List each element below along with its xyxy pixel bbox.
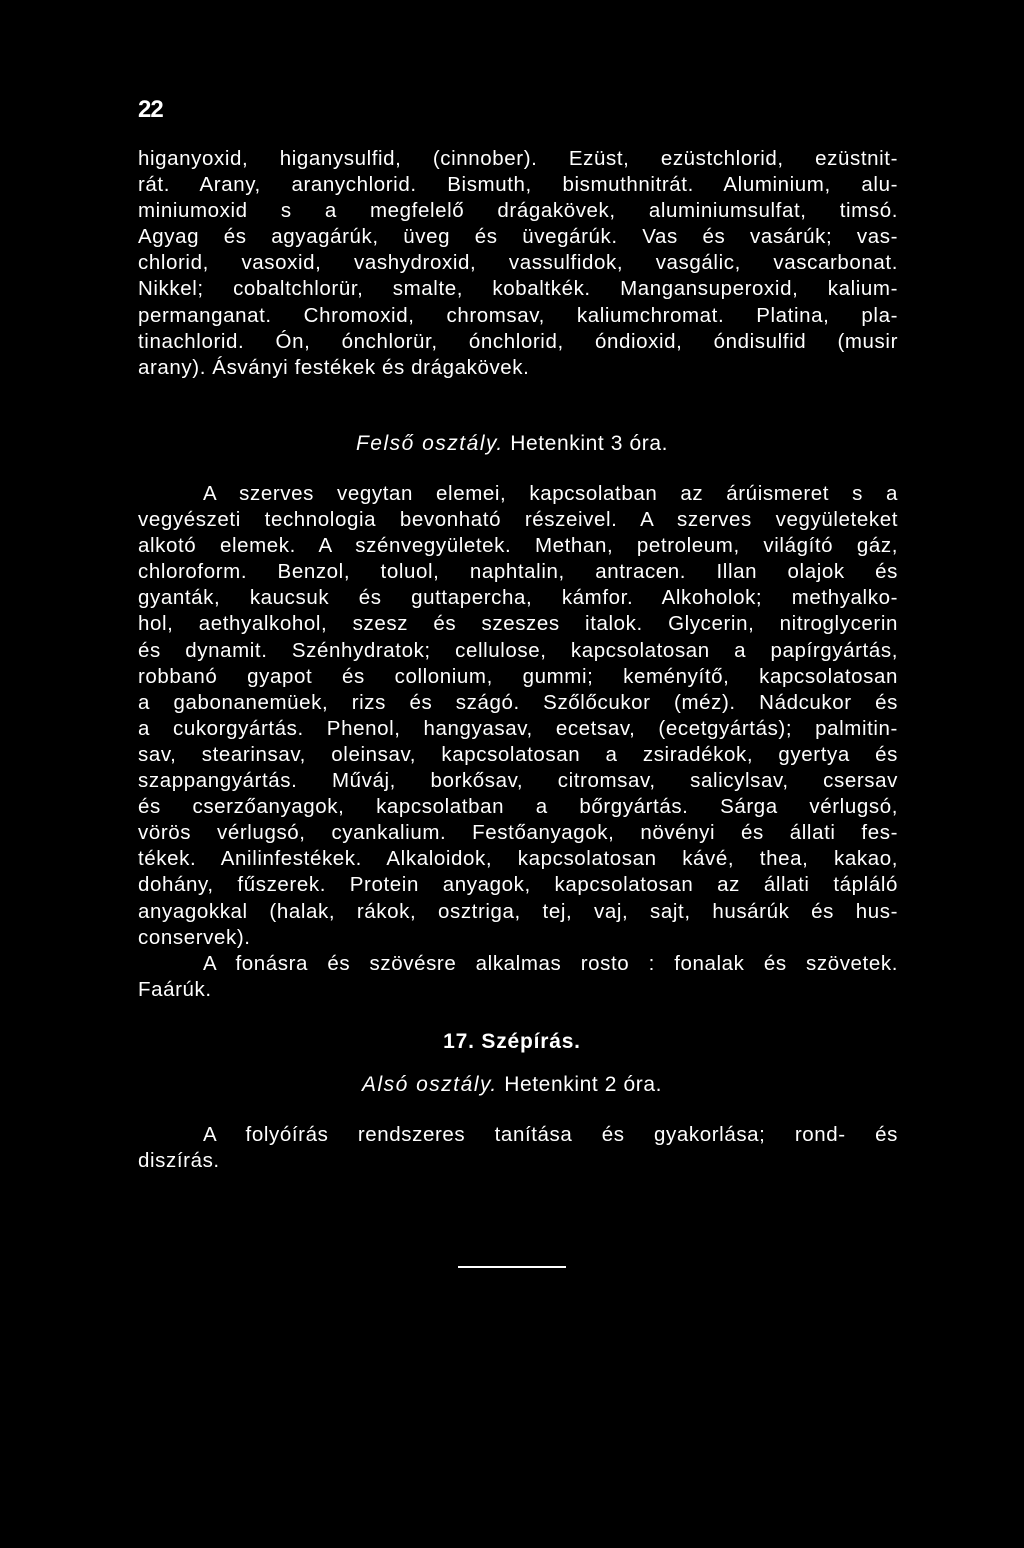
- class-heading-label: Alsó osztály.: [361, 1073, 498, 1096]
- text-line: higanyoxid, higanysulfid, (cinnober). Ezüst, ezüstchlorid, ezüstnit-: [138, 147, 898, 170]
- text-line: a gabonanemüek, rizs és szágó. Szőlőcukor (méz). Nádcukor és: [138, 690, 898, 714]
- paragraph-handwriting: [138, 1122, 898, 1174]
- section-title: 17. Szépírás.: [443, 1030, 581, 1053]
- class-heading-hours: Hetenkint 2 óra.: [497, 1073, 663, 1096]
- text-line: A szerves vegytan elemei, kapcsolatban az árúismeret s a: [203, 482, 898, 505]
- text-line: robbanó gyapot és collonium, gummi; keményítő, kapcsolatosan: [138, 664, 898, 688]
- text-line: tinachlorid. Ón, ónchlorür, ónchlorid, óndioxid, óndisulfid (musir: [138, 329, 898, 353]
- class-heading-hours: Hetenkint 3 óra.: [503, 432, 669, 455]
- text-line: a cukorgyártás. Phenol, hangyasav, ecetsav, (ecetgyártás); palmitin-: [138, 716, 898, 740]
- text-line: és dynamit. Szénhydratok; cellulose, kapcsolatosan a papírgyártás,: [138, 638, 898, 662]
- text-line: alkotó elemek. A szénvegyületek. Methan, petroleum, világító gáz,: [138, 534, 898, 558]
- text-line: conservek).: [138, 925, 251, 949]
- text-line: A folyóírás rendszeres tanítása és gyakorlása; rond- és: [203, 1123, 898, 1146]
- text-line: anyagokkal (halak, rákok, osztriga, tej, vaj, sajt, husárúk és hus-: [138, 899, 898, 923]
- class-heading-label: Felső osztály.: [355, 432, 504, 455]
- text-line: gyanták, kaucsuk és guttapercha, kámfor. Alkoholok; methyalko-: [138, 586, 898, 610]
- text-line: hol, aethyalkohol, szesz és szeszes italok. Glycerin, nitroglycerin: [138, 612, 898, 636]
- text-line: és cserzőanyagok, kapcsolatban a bőrgyártás. Sárga vérlugsó,: [138, 795, 898, 819]
- text-line: rát. Arany, aranychlorid. Bismuth, bismuthnitrát. Aluminium, alu-: [138, 173, 898, 197]
- page-number: 22: [138, 96, 163, 123]
- text-line: miniumoxid s a megfelelő drágakövek, aluminiumsulfat, timsó.: [138, 199, 898, 223]
- class-heading-lower: [0, 1073, 1024, 1097]
- text-line: permanganat. Chromoxid, chromsav, kaliumchromat. Platina, pla-: [138, 303, 898, 327]
- paragraph-organic-chemistry: [138, 481, 898, 1003]
- text-line: sav, stearinsav, oleinsav, kapcsolatosan a zsiradékok, gyertya és: [138, 742, 898, 766]
- text-line: vörös vérlugsó, cyankalium. Festőanyagok, növényi és állati fes-: [138, 821, 898, 845]
- class-heading-upper: [0, 432, 1024, 456]
- text-line: Nikkel; cobaltchlorür, smalte, kobaltkék. Mangansuperoxid, kalium-: [138, 277, 898, 301]
- text-line: Faárúk.: [138, 977, 212, 1001]
- text-line: Agyag és agyagárúk, üveg és üvegárúk. Vas és vasárúk; vas-: [138, 225, 898, 249]
- paragraph-inorganic-list: [138, 146, 898, 381]
- text-line: tékek. Anilinfestékek. Alkaloidok, kapcsolatosan kávé, thea, kakao,: [138, 847, 898, 871]
- text-line: vegyészeti technologia bevonható részeivel. A szerves vegyületeket: [138, 508, 898, 532]
- text-line: chloroform. Benzol, toluol, naphtalin, antracen. Illan olajok és: [138, 560, 898, 584]
- text-line: arany). Ásványi festékek és drágakövek.: [138, 355, 530, 379]
- text-line: szappangyártás. Műváj, borkősav, citromsav, salicylsav, csersav: [138, 769, 898, 793]
- text-line: A fonásra és szövésre alkalmas rosto : fonalak és szövetek.: [203, 951, 898, 975]
- text-line: chlorid, vasoxid, vashydroxid, vassulfidok, vasgálic, vascarbonat.: [138, 251, 898, 275]
- text-line: dohány, fűszerek. Protein anyagok, kapcsolatosan az állati tápláló: [138, 873, 898, 897]
- text-line: diszírás.: [138, 1149, 220, 1173]
- closing-rule: [458, 1266, 566, 1268]
